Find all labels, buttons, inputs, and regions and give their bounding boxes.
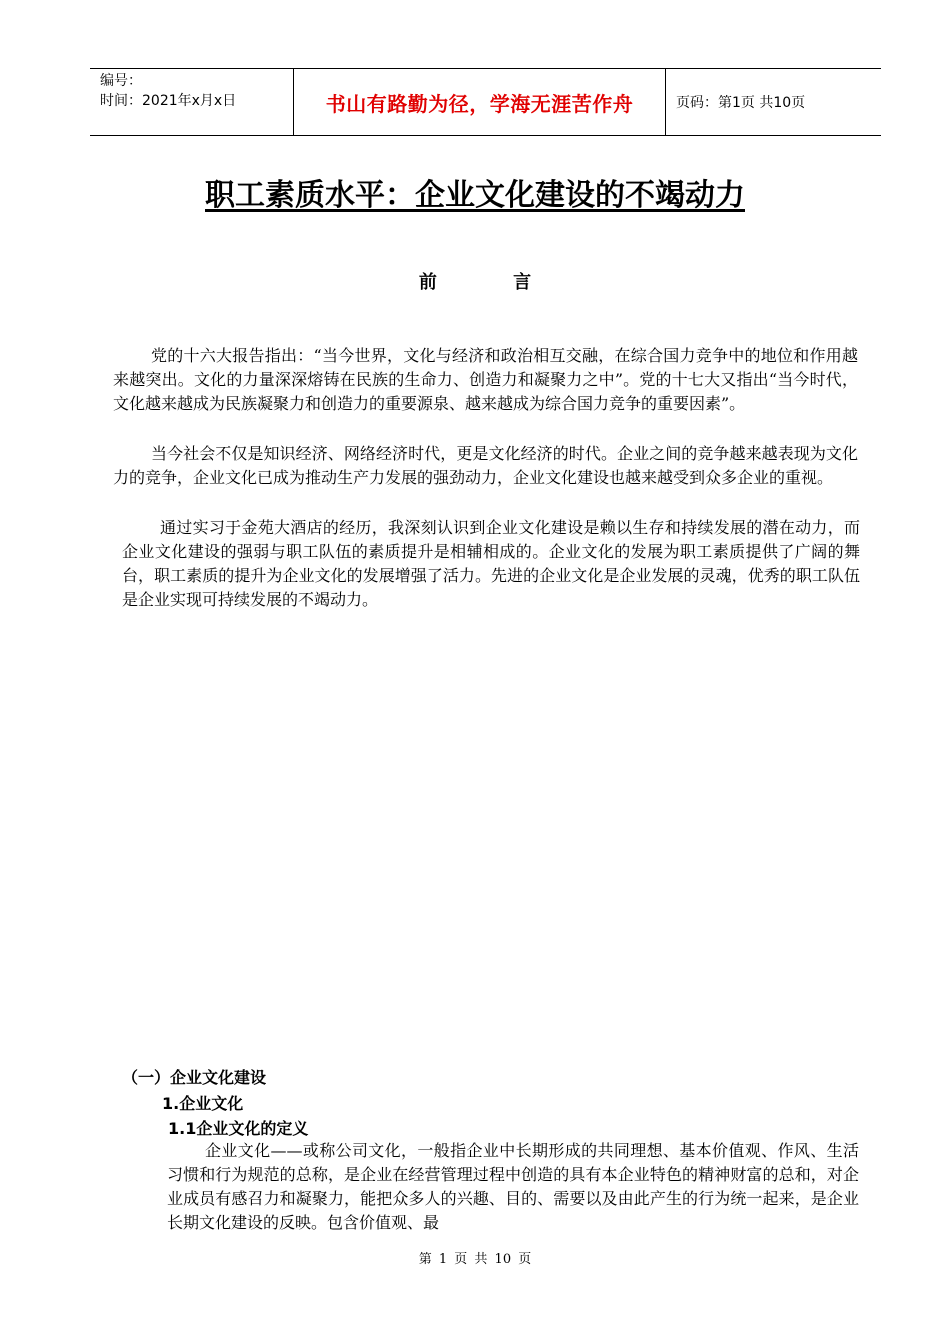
preface-paragraph-3: 通过实习于金苑大酒店的经历，我深刻认识到企业文化建设是赖以生存和持续发展的潜在动力，而企业文化建设的强弱与职工队伍的素质提升是相辅相成的。企业文化的发展为职工素质提供了广阔的舞台，职工素质的提升为企业文化的发展增强了活力。先进的企业文化是企业发展的灵魂，优秀的职工队伍是企业实现可持续发展的不竭动力。 <box>122 518 860 609</box>
preface-heading: 前 言 <box>418 272 532 293</box>
time-label: 时间：2021年x月x日 <box>100 93 237 109</box>
slogan-text: 书山有路勤为径，学海无涯苦作舟 <box>325 91 634 116</box>
preface-paragraph-1: 党的十六大报告指出：“当今世界，文化与经济和政治相互交融，在综合国力竞争中的地位和作用越来越突出。文化的力量深深熔铸在民族的生命力、创造力和凝聚力之中”。党的十七大又指出“当今时代，文化越来越成为民族凝聚力和创造力的重要源泉、越来越成为综合国力竞争的重要因素”。 <box>113 346 858 413</box>
preface-paragraph-2: 当今社会不仅是知识经济、网络经济时代，更是文化经济的时代。企业之间的竞争越来越表现为文化力的竞争，企业文化已成为推动生产力发展的强劲动力，企业文化建设也越来越受到众多企业的重视。 <box>113 444 858 487</box>
page-footer: 第 1 页 共 10 页 <box>418 1252 532 1267</box>
document-header <box>90 68 881 136</box>
section-heading-1: （一）企业文化建设 <box>122 1068 267 1087</box>
definition-paragraph: 企业文化——或称公司文化，一般指企业中长期形成的共同理想、基本价值观、作风、生活习惯和行为规范的总称，是企业在经营管理过程中创造的具有本企业特色的精神财富的总和，对企业成员有感召力和凝聚力，能把众多人的兴趣、目的、需要以及由此产生的行为统一起来，是企业长期文化建设的反映。包含价值观、最 <box>167 1141 859 1232</box>
section-heading-2: 1.企业文化 <box>162 1094 244 1113</box>
document-title: 职工素质水平：企业文化建设的不竭动力 <box>205 178 745 213</box>
slogan-cell <box>293 69 666 135</box>
page-info-text: 页码：第1页 共10页 <box>676 95 806 111</box>
header-meta-cell <box>90 69 293 135</box>
page-info-cell <box>666 69 881 135</box>
number-label: 编号： <box>100 73 142 89</box>
section-heading-3: 1.1企业文化的定义 <box>168 1119 309 1138</box>
